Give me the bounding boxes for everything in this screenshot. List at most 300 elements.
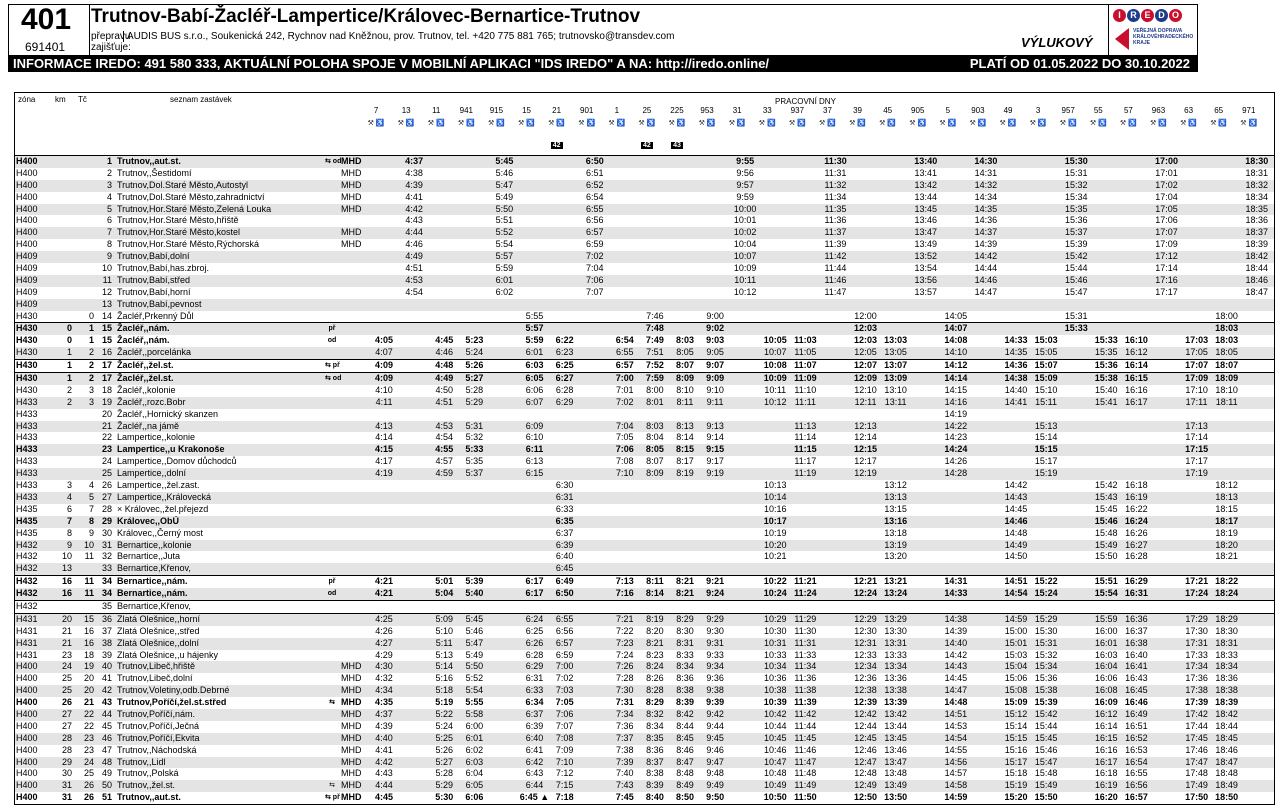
time-cell: 7:08 (616, 456, 634, 467)
time-cell (911, 661, 941, 673)
time-cell: 14:35 (1004, 347, 1028, 358)
time-cell (1121, 263, 1151, 275)
time-cell: 7:46 (646, 310, 664, 321)
time-cell: 17:30 (1185, 625, 1208, 636)
time-cell (851, 227, 881, 239)
table-row (15, 385, 1274, 397)
time-cell: 15:09 (1004, 697, 1028, 708)
time-cell: 9:33 (706, 649, 724, 660)
trip-number: 953 (700, 106, 714, 115)
time-cell (1121, 468, 1151, 480)
time-cell: 13:36 (884, 673, 907, 684)
time-cell: 10:21 (764, 551, 787, 562)
trip-number: 15 (522, 106, 531, 115)
time-cell (399, 504, 429, 516)
time-cell (971, 373, 1001, 385)
time-cell: 6:24 (525, 613, 544, 624)
time-cell: 6:59 (585, 239, 604, 250)
time-cell: 6:05 (525, 373, 544, 384)
tc-cell: 34 (101, 576, 112, 587)
tc-cell: 35 (101, 600, 112, 611)
time-cell: 8:26 (646, 673, 664, 684)
time-cell: 16:08 (1095, 685, 1118, 696)
time-cell (1212, 287, 1242, 299)
time-cell (1182, 601, 1212, 613)
zone-cell: H409 (16, 298, 38, 309)
time-cell (911, 468, 941, 480)
time-cell (911, 757, 941, 769)
time-cell (851, 299, 881, 311)
time-cell (881, 156, 911, 168)
time-cell: 8:03 (675, 335, 694, 346)
time-cell (881, 421, 911, 433)
time-cell (610, 275, 640, 287)
time-cell (550, 156, 580, 168)
stop-symbol (325, 456, 339, 468)
time-cell: 14:32 (974, 179, 998, 190)
time-cell (1182, 263, 1212, 275)
time-cell (851, 156, 881, 168)
time-cell: 12:00 (854, 310, 877, 321)
time-cell (1212, 432, 1242, 444)
time-cell: 11:19 (794, 468, 817, 479)
time-cell: 6:45 (555, 563, 574, 574)
time-cell: 8:14 (676, 432, 694, 443)
time-cell: 8:19 (646, 613, 664, 624)
stop-symbol (325, 661, 339, 673)
time-cell (580, 614, 610, 626)
time-cell: 15:09 (1034, 373, 1058, 384)
time-cell: 16:18 (1095, 768, 1118, 779)
zone-cell: H432 (16, 551, 38, 562)
time-cell: 8:34 (676, 661, 694, 672)
time-cell: 6:01 (465, 732, 484, 743)
time-cell (369, 287, 399, 299)
time-cell (1121, 432, 1151, 444)
trip-number: 963 (1151, 106, 1166, 115)
time-cell: 14:59 (944, 792, 968, 803)
time-cell (971, 323, 1001, 335)
time-cell (459, 516, 489, 528)
zone-cell: H430 (16, 310, 38, 321)
time-cell (610, 323, 640, 335)
time-cell (1091, 468, 1121, 480)
time-cell: 11:36 (794, 673, 817, 684)
time-cell: 11:11 (794, 396, 816, 407)
time-cell (820, 673, 850, 685)
time-cell (519, 227, 549, 239)
time-cell (911, 588, 941, 600)
time-cell (790, 323, 820, 335)
zone-cell: H400 (16, 792, 38, 803)
time-cell (610, 263, 640, 275)
time-cell (730, 492, 760, 504)
time-cell (1151, 563, 1181, 575)
mhd-cell (339, 468, 369, 480)
trip-number: 937 (790, 106, 805, 115)
time-cell: 5:58 (465, 708, 484, 719)
time-cell (1151, 614, 1181, 626)
time-cell (519, 192, 549, 204)
stop-name: Trutnov,Poříčí,Ekvita (117, 732, 200, 743)
time-cell: 15:43 (1095, 491, 1118, 502)
time-cell: 6:41 (525, 744, 544, 755)
time-cell (881, 456, 911, 468)
time-cell (429, 551, 459, 563)
time-cell: 11:03 (794, 335, 817, 346)
time-cell (670, 311, 700, 323)
time-cell (1061, 626, 1091, 638)
table-row (15, 180, 1274, 192)
time-cell: 9:36 (706, 673, 724, 684)
stop-symbol (325, 768, 339, 780)
time-cell: 17:09 (1155, 239, 1178, 250)
time-cell (399, 661, 429, 673)
tc-cell: 7 (106, 227, 112, 238)
time-cell (851, 563, 881, 575)
time-cell: 17:02 (1155, 179, 1178, 190)
stop-symbol: ⇆ (329, 699, 335, 707)
time-cell: 14:40 (944, 637, 968, 648)
time-cell (1182, 311, 1212, 323)
table-row (15, 335, 1274, 347)
time-cell: 7:03 (555, 685, 574, 696)
time-cell: 10:34 (764, 661, 787, 672)
time-cell (399, 444, 429, 456)
time-cell (851, 504, 881, 516)
time-cell (580, 588, 610, 600)
stop-symbol (325, 192, 339, 204)
trip-symbol-icon: ⚒ ♿ (1059, 120, 1077, 127)
time-cell: 4:48 (435, 360, 454, 371)
time-cell: 12:15 (854, 444, 878, 455)
time-cell (580, 721, 610, 733)
time-cell (1001, 263, 1031, 275)
time-cell (851, 180, 881, 192)
time-cell (399, 601, 429, 613)
table-row (15, 638, 1274, 650)
km-cell (52, 287, 96, 299)
time-cell (730, 733, 760, 745)
zone-cell: H400 (16, 685, 38, 696)
time-cell (1151, 768, 1181, 780)
time-cell: 5:28 (435, 768, 453, 779)
km-cell: 16 11 (61, 588, 94, 599)
time-cell: 14:53 (944, 720, 968, 731)
time-cell (730, 347, 760, 359)
time-cell (1242, 661, 1272, 673)
time-cell (1031, 251, 1061, 263)
time-cell (851, 263, 881, 275)
time-cell: 7:00 (555, 661, 574, 672)
time-cell: 16:01 (1095, 637, 1118, 648)
time-cell (429, 311, 459, 323)
km-cell (52, 192, 96, 204)
time-cell: 15:30 (1034, 625, 1058, 636)
time-cell: 16:17 (1095, 756, 1118, 767)
stop-name: Trutnov,Voletiny,odb.Debrné (117, 685, 230, 696)
stop-symbol (325, 251, 339, 263)
time-cell: 6:07 (525, 396, 544, 407)
time-cell (550, 444, 580, 456)
time-cell (580, 432, 610, 444)
time-cell: 5:01 (435, 576, 454, 587)
zone-cell: H433 (16, 480, 38, 491)
time-cell (1151, 335, 1181, 347)
time-cell (640, 601, 670, 613)
tc-cell: 8 (106, 239, 112, 250)
time-cell: 17:11 (1185, 396, 1208, 407)
stop-name: Trutnov,,Lidl (117, 756, 166, 767)
time-cell (941, 551, 971, 563)
time-cell (1091, 192, 1121, 204)
time-cell: 18:48 (1215, 768, 1238, 779)
zone-cell: H433 (16, 420, 38, 431)
time-cell (459, 168, 489, 180)
time-cell (820, 516, 850, 528)
time-cell (519, 528, 549, 540)
time-cell: 10:22 (763, 576, 787, 587)
time-cell (369, 180, 399, 192)
stop-symbol (325, 347, 339, 359)
mhd-cell (339, 263, 369, 275)
trip-number: 11 (432, 106, 441, 115)
time-cell: 14:19 (944, 408, 968, 419)
time-cell: 14:55 (944, 744, 968, 755)
time-cell (580, 397, 610, 409)
time-cell: 16:46 (1124, 697, 1148, 708)
table-row (15, 156, 1274, 168)
time-cell (519, 168, 549, 180)
time-cell: 8:11 (676, 396, 694, 407)
time-cell (1061, 504, 1091, 516)
km-cell: 27 22 (61, 708, 94, 719)
time-cell (610, 156, 640, 168)
time-cell (1091, 444, 1121, 456)
time-cell: 8:50 (675, 792, 694, 803)
time-cell: 7:09 (555, 744, 574, 755)
time-cell (369, 409, 399, 421)
mhd-cell: MHD (341, 156, 362, 166)
time-cell (1242, 563, 1272, 575)
zone-cell: H430 (16, 360, 38, 371)
time-cell: 5:27 (465, 373, 484, 384)
table-row (15, 432, 1274, 444)
time-cell: 4:30 (375, 661, 393, 672)
mhd-cell: MHD (341, 768, 362, 779)
time-cell (760, 409, 790, 421)
table-row (15, 227, 1274, 239)
time-cell (730, 385, 760, 397)
table-row (15, 626, 1274, 638)
time-cell (399, 563, 429, 575)
time-cell (911, 601, 941, 613)
stop-name: Královec,,ObÚ (117, 515, 180, 526)
time-cell (971, 540, 1001, 552)
time-cell (851, 192, 881, 204)
time-cell (580, 733, 610, 745)
time-cell: 17:16 (1155, 274, 1178, 285)
time-cell: 17:33 (1185, 649, 1208, 660)
km-cell: 24 19 (61, 661, 94, 672)
time-cell (1151, 745, 1181, 757)
time-cell: 4:46 (435, 347, 453, 358)
time-cell (1242, 385, 1272, 397)
time-cell (911, 432, 941, 444)
time-cell (610, 563, 640, 575)
time-cell: 4:45 (435, 335, 454, 346)
time-cell (790, 299, 820, 311)
time-cell: 5:35 (465, 456, 484, 467)
line-number-box (9, 5, 90, 55)
time-cell: 9:29 (706, 613, 724, 624)
time-cell (369, 323, 399, 335)
time-cell (1151, 697, 1181, 709)
stop-name: Lampertice,,dolní (117, 468, 187, 479)
time-cell: 16:15 (1095, 732, 1118, 743)
time-cell (1182, 299, 1212, 311)
time-cell: 6:11 (525, 444, 544, 455)
time-cell: 10:12 (764, 396, 787, 407)
time-cell: 18:00 (1215, 310, 1238, 321)
time-cell: 6:15 (525, 468, 544, 479)
time-cell: 8:29 (645, 697, 664, 708)
time-cell (369, 601, 399, 613)
time-cell (971, 444, 1001, 456)
time-cell (399, 468, 429, 480)
time-cell (820, 650, 850, 662)
time-cell (369, 540, 399, 552)
time-cell: 13:15 (884, 503, 907, 514)
time-cell (911, 385, 941, 397)
zone-cell: H400 (16, 215, 38, 226)
time-cell (820, 323, 850, 335)
stop-symbol (325, 650, 339, 662)
time-cell: 11:50 (794, 792, 817, 803)
trip-symbol-icon: ⚒ ♿ (909, 120, 927, 127)
mhd-cell (339, 360, 369, 372)
time-cell: 6:52 (585, 179, 604, 190)
tc-cell: 1 (106, 156, 112, 166)
time-cell (971, 650, 1001, 662)
time-cell (369, 528, 399, 540)
time-cell (730, 480, 760, 492)
time-cell (399, 373, 429, 385)
time-cell: 16:38 (1125, 637, 1148, 648)
time-cell (429, 263, 459, 275)
time-cell: 6:05 (465, 780, 484, 791)
time-cell: 9:31 (706, 637, 724, 648)
time-cell: 11:30 (824, 156, 847, 166)
time-cell: 10:39 (763, 697, 787, 708)
time-cell (911, 323, 941, 335)
table-row (15, 563, 1274, 575)
time-cell: 11:15 (794, 444, 817, 455)
time-cell: 11:47 (824, 286, 847, 297)
time-cell (489, 385, 519, 397)
time-cell: 4:10 (375, 384, 393, 395)
time-cell (580, 456, 610, 468)
stop-symbol: př (328, 325, 336, 333)
time-cell (399, 385, 429, 397)
time-cell (820, 492, 850, 504)
time-cell (429, 204, 459, 216)
time-cell: 8:48 (676, 768, 694, 779)
table-row (15, 673, 1274, 685)
time-cell: 11:45 (794, 732, 817, 743)
stop-name: Žacléř,,žel.st. (117, 373, 174, 384)
time-cell (1242, 576, 1272, 588)
trip-symbol-icon: ⚒ ♿ (487, 120, 505, 127)
time-cell (971, 551, 1001, 563)
time-cell (1061, 551, 1091, 563)
zone-cell: H400 (16, 661, 38, 672)
tc-cell: 27 (101, 491, 112, 502)
time-cell: 5:23 (465, 335, 484, 346)
time-cell (760, 421, 790, 433)
time-cell: 11:30 (794, 625, 817, 636)
stop-name: × Královec,,žel.přejezd (117, 503, 209, 514)
stop-name: Trutnov,Hor.Staré Město,kostel (117, 227, 241, 238)
time-cell: 12:30 (854, 625, 877, 636)
time-cell: 16:12 (1095, 708, 1118, 719)
time-cell: 5:13 (435, 649, 453, 660)
time-cell (1061, 480, 1091, 492)
time-cell: 12:21 (854, 576, 878, 587)
time-cell: 6:27 (555, 373, 574, 384)
time-cell (1001, 227, 1031, 239)
time-cell (700, 601, 730, 613)
time-cell: 4:54 (405, 286, 423, 297)
time-cell (550, 468, 580, 480)
time-cell (670, 601, 700, 613)
time-cell: 12:03 (854, 323, 878, 334)
stop-symbol (325, 215, 339, 227)
time-cell (1182, 251, 1212, 263)
time-cell: 16:14 (1095, 720, 1118, 731)
time-cell (580, 551, 610, 563)
time-cell: 17:21 (1185, 576, 1209, 587)
trip-number: 903 (971, 106, 985, 115)
time-cell (1091, 156, 1121, 168)
time-cell: 8:21 (646, 637, 664, 648)
stop-name: Trutnov,Hor.Staré Město,Rýchorská (117, 239, 260, 250)
time-cell (1182, 180, 1212, 192)
time-cell (489, 432, 519, 444)
time-cell (730, 588, 760, 600)
table-row (15, 745, 1274, 757)
time-cell: 8:05 (645, 444, 664, 455)
line-number: 401 (21, 3, 72, 36)
time-cell: 4:34 (375, 685, 393, 696)
time-cell (610, 287, 640, 299)
time-cell: 17:12 (1155, 251, 1178, 262)
km-cell: 2 3 (66, 396, 94, 407)
time-cell (760, 192, 790, 204)
time-cell (760, 311, 790, 323)
time-cell: 6:55 (555, 613, 574, 624)
time-cell (971, 792, 1001, 804)
mhd-cell: MHD (341, 708, 362, 719)
time-cell (1061, 347, 1091, 359)
time-cell (1061, 721, 1091, 733)
time-cell (700, 192, 730, 204)
table-row (15, 397, 1274, 409)
time-cell (1001, 180, 1031, 192)
time-cell (911, 480, 941, 492)
time-cell: 14:58 (944, 780, 968, 791)
time-cell: 9:49 (706, 780, 724, 791)
